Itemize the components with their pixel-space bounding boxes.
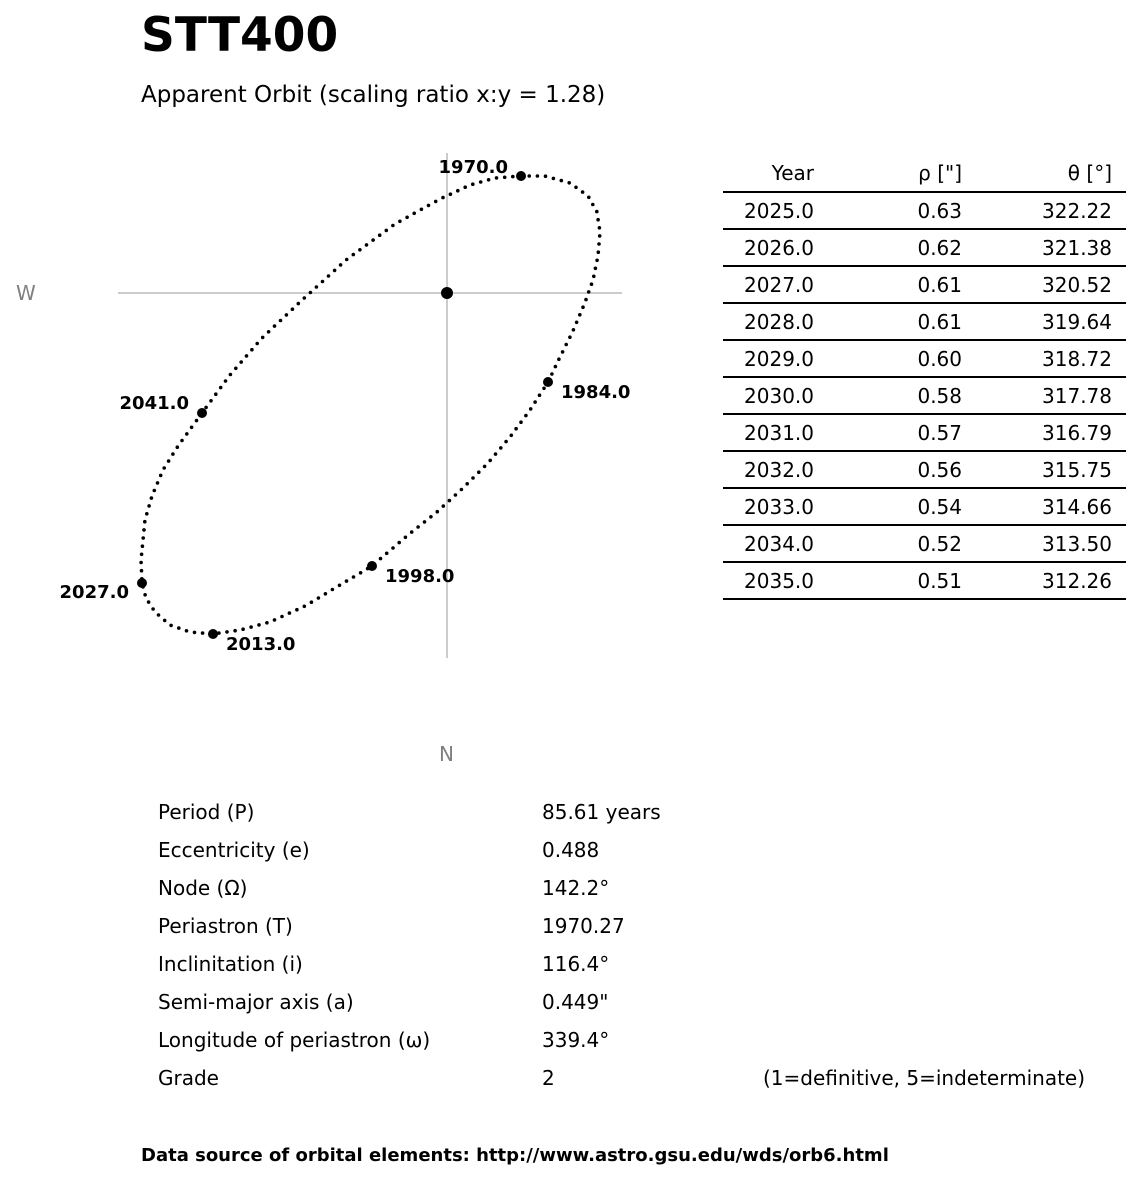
orbit-dot: [595, 259, 599, 263]
orbit-dot: [204, 406, 208, 410]
rho-cell: 0.54: [828, 488, 976, 525]
year-cell: 2033.0: [723, 488, 828, 525]
element-label: Longitude of periastron (ω): [158, 1028, 431, 1052]
element-label: Grade: [158, 1066, 219, 1090]
year-cell: 2029.0: [723, 340, 828, 377]
orbit-dot: [261, 336, 265, 340]
theta-cell: 315.75: [976, 451, 1126, 488]
orbit-dot: [423, 520, 427, 524]
orbit-dot: [295, 608, 299, 612]
orbit-dot: [315, 285, 319, 289]
element-value: 339.4°: [542, 1028, 610, 1052]
orbit-dot: [538, 393, 542, 397]
element-label: Node (Ω): [158, 876, 248, 900]
year-cell: 2025.0: [723, 192, 828, 229]
epoch-label: 1970.0: [438, 157, 508, 178]
element-row-grade: [158, 1059, 1118, 1097]
table-row: [723, 192, 1126, 229]
theta-cell: 321.38: [976, 229, 1126, 266]
orbit-dot: [597, 250, 601, 254]
orbit-dot: [533, 400, 537, 404]
orbit-dot: [339, 263, 343, 267]
orbit-dot: [338, 584, 342, 588]
orbit-dot: [557, 357, 561, 361]
table-row: [723, 562, 1126, 599]
orbit-dot: [273, 324, 277, 328]
orbit-dot: [352, 575, 356, 579]
orbit-dot: [397, 541, 401, 545]
orbit-dot: [477, 470, 481, 474]
orbit-dot: [265, 621, 269, 625]
orbit-dot: [153, 489, 157, 493]
orbit-dot: [385, 552, 389, 556]
orbit-dot: [303, 605, 307, 609]
theta-cell: 317.78: [976, 377, 1126, 414]
orbit-dot: [575, 321, 579, 325]
orbit-dot: [487, 178, 491, 182]
orbit-dot: [145, 512, 149, 516]
orbit-dot: [590, 282, 594, 286]
orbit-dot: [327, 274, 331, 278]
epoch-marker: [137, 578, 147, 588]
orbit-dot: [510, 434, 514, 438]
orbit-dot: [404, 536, 408, 540]
orbit-dot: [572, 328, 576, 332]
orbit-dot: [412, 212, 416, 216]
element-value: 0.449": [542, 990, 609, 1014]
orbit-dot: [591, 203, 595, 207]
orbit-dot: [494, 452, 498, 456]
orbit-dot: [524, 414, 528, 418]
theta-cell: 322.22: [976, 192, 1126, 229]
orbit-dot: [157, 613, 161, 617]
orbit-dot: [139, 561, 143, 565]
orbit-dot: [285, 313, 289, 317]
orbit-dot: [352, 253, 356, 257]
rho-cell: 0.63: [828, 192, 976, 229]
orbit-dot: [561, 350, 565, 354]
orbit-dot: [529, 407, 533, 411]
orbit-dot: [156, 481, 160, 485]
element-row-semi-major-axis: [158, 983, 1118, 1021]
primary-star-marker: [441, 287, 453, 299]
orbit-dot: [250, 348, 254, 352]
theta-cell: 320.52: [976, 266, 1126, 303]
orbit-dot: [195, 419, 199, 423]
element-value: 2: [542, 1066, 555, 1090]
orbit-dot: [233, 629, 237, 633]
epoch-marker: [197, 408, 207, 418]
orbit-dot: [358, 248, 362, 252]
orbit-dot: [454, 493, 458, 497]
orbit-dot: [255, 342, 259, 346]
orbital-elements: [158, 793, 1118, 1097]
orbit-dot: [267, 330, 271, 334]
orbit-dot: [379, 557, 383, 561]
orbit-dot: [511, 175, 515, 179]
element-value: 85.61 years: [542, 800, 661, 824]
orbit-dot: [169, 624, 173, 628]
ephemeris-table: [723, 155, 1126, 600]
orbit-dot: [241, 627, 245, 631]
year-cell: 2034.0: [723, 525, 828, 562]
orbit-dot: [420, 208, 424, 212]
rho-column-header: ρ ["]: [828, 155, 976, 192]
orbit-dot: [234, 367, 238, 371]
orbit-dot: [310, 600, 314, 604]
orbit-dot: [150, 496, 154, 500]
orbit-dot: [140, 569, 144, 573]
orbit-dot: [465, 482, 469, 486]
table-row: [723, 525, 1126, 562]
rho-cell: 0.51: [828, 562, 976, 599]
orbit-dot: [249, 625, 253, 629]
orbit-dot: [436, 510, 440, 514]
orbit-dot: [385, 229, 389, 233]
element-row-node: [158, 869, 1118, 907]
orbit-dot: [568, 335, 572, 339]
table-row: [723, 414, 1126, 451]
epoch-label: 2041.0: [119, 393, 189, 414]
orbit-dot: [544, 174, 548, 178]
orbit-dot: [564, 343, 568, 347]
orbit-dot: [359, 571, 363, 575]
element-label: Periastron (T): [158, 914, 293, 938]
orbit-dot: [542, 387, 546, 391]
rho-cell: 0.58: [828, 377, 976, 414]
orbit-dot: [587, 290, 591, 294]
element-row-inclination: [158, 945, 1118, 983]
orbit-dot: [333, 269, 337, 273]
orbit-dot: [151, 607, 155, 611]
orbit-dot: [398, 220, 402, 224]
page-title: STT400: [141, 8, 339, 63]
table-row: [723, 451, 1126, 488]
year-cell: 2035.0: [723, 562, 828, 599]
orbit-dot: [167, 459, 171, 463]
orbit-dot: [317, 596, 321, 600]
orbit-dot: [180, 439, 184, 443]
orbit-dot: [345, 258, 349, 262]
rho-cell: 0.60: [828, 340, 976, 377]
data-source-footer: Data source of orbital elements: http://www.astro.gsu.edu/wds/orb6.html: [141, 1145, 889, 1166]
epoch-label: 1998.0: [385, 566, 455, 587]
orbit-dot: [190, 426, 194, 430]
orbit-dot: [141, 536, 145, 540]
orbit-dot: [483, 465, 487, 469]
north-axis-label: N: [439, 742, 454, 766]
orbit-dot: [596, 218, 600, 222]
orbit-dot: [449, 192, 453, 196]
element-row-period: [158, 793, 1118, 831]
orbit-dot: [527, 174, 531, 178]
orbit-dot: [567, 181, 571, 185]
theta-cell: 314.66: [976, 488, 1126, 525]
rho-cell: 0.56: [828, 451, 976, 488]
theta-cell: 312.26: [976, 562, 1126, 599]
page-subtitle: Apparent Orbit (scaling ratio x:y = 1.28): [141, 82, 606, 108]
orbit-dot: [550, 372, 554, 376]
epoch-label: 2013.0: [226, 634, 296, 655]
orbit-dot: [536, 174, 540, 178]
orbit-dot: [584, 298, 588, 302]
element-row-periastron: [158, 907, 1118, 945]
element-label: Eccentricity (e): [158, 838, 310, 862]
orbit-dot: [448, 499, 452, 503]
year-cell: 2030.0: [723, 377, 828, 414]
theta-cell: 318.72: [976, 340, 1126, 377]
orbit-dot: [598, 234, 602, 238]
orbit-dot: [171, 452, 175, 456]
orbit-dot: [176, 445, 180, 449]
element-value: 116.4°: [542, 952, 610, 976]
table-row: [723, 488, 1126, 525]
orbit-dot: [405, 216, 409, 220]
orbit-dot: [598, 226, 602, 230]
orbit-dot: [378, 233, 382, 237]
epoch-marker: [208, 629, 218, 639]
theta-cell: 319.64: [976, 303, 1126, 340]
orbit-dot: [273, 618, 277, 622]
orbit-dot: [140, 553, 144, 557]
element-value: 0.488: [542, 838, 600, 862]
orbit-dot: [471, 182, 475, 186]
rho-cell: 0.52: [828, 525, 976, 562]
orbit-dot: [291, 307, 295, 311]
orbit-dot: [460, 488, 464, 492]
orbit-dot: [245, 354, 249, 358]
orbit-dot: [257, 623, 261, 627]
theta-cell: 316.79: [976, 414, 1126, 451]
orbit-dot: [177, 626, 181, 630]
orbit-dot: [371, 238, 375, 242]
element-label: Semi-major axis (a): [158, 990, 354, 1014]
element-value: 142.2°: [542, 876, 610, 900]
orbit-dot: [463, 185, 467, 189]
element-value: 1970.27: [542, 914, 625, 938]
ephemeris-header-row: [723, 155, 1126, 192]
orbit-dot: [162, 466, 166, 470]
epoch-label: 1984.0: [561, 382, 631, 403]
rho-cell: 0.62: [828, 229, 976, 266]
orbit-dot: [391, 224, 395, 228]
orbit-dot: [201, 631, 205, 635]
year-column-header: Year: [723, 155, 828, 192]
epoch-marker: [543, 377, 553, 387]
table-row: [723, 377, 1126, 414]
orbit-dot: [279, 319, 283, 323]
rho-cell: 0.61: [828, 266, 976, 303]
epoch-marker: [516, 171, 526, 181]
orbit-dot: [504, 440, 508, 444]
orbit-dot: [142, 528, 146, 532]
orbit-dot: [280, 615, 284, 619]
orbit-dot: [552, 177, 556, 181]
orbit-dot: [185, 629, 189, 633]
orbit-dot: [288, 611, 292, 615]
orbit-dot: [581, 305, 585, 309]
orbit-dot: [185, 432, 189, 436]
epoch-label: 2027.0: [59, 582, 129, 603]
orbit-dot: [309, 291, 313, 295]
orbit-dot: [594, 267, 598, 271]
orbit-dot: [578, 313, 582, 317]
orbit-dot: [456, 189, 460, 193]
orbit-dot: [193, 631, 197, 635]
orbit-dot: [143, 520, 147, 524]
table-row: [723, 229, 1126, 266]
table-row: [723, 340, 1126, 377]
orbit-dot: [239, 360, 243, 364]
orbit-dot: [519, 420, 523, 424]
orbit-dot: [597, 242, 601, 246]
orbit-dot: [560, 179, 564, 183]
year-cell: 2031.0: [723, 414, 828, 451]
orbit-dot: [391, 546, 395, 550]
epoch-marker: [367, 561, 377, 571]
orbit-dot: [143, 593, 147, 597]
element-row-eccentricity: [158, 831, 1118, 869]
orbit-dot: [219, 386, 223, 390]
orbit-dot: [442, 504, 446, 508]
orbit-dot: [297, 302, 301, 306]
theta-column-header: θ [°]: [976, 155, 1126, 192]
rho-cell: 0.61: [828, 303, 976, 340]
orbit-dot: [303, 296, 307, 300]
orbit-dot: [324, 592, 328, 596]
orbit-dot: [147, 600, 151, 604]
table-row: [723, 266, 1126, 303]
year-cell: 2027.0: [723, 266, 828, 303]
orbit-dot: [488, 459, 492, 463]
element-label: Inclinitation (i): [158, 952, 303, 976]
orbit-dot: [587, 196, 591, 200]
year-cell: 2026.0: [723, 229, 828, 266]
orbit-dot: [479, 180, 483, 184]
rho-cell: 0.57: [828, 414, 976, 451]
orbit-dot: [434, 200, 438, 204]
orbit-dot: [554, 365, 558, 369]
orbit-dot: [224, 379, 228, 383]
orbit-dot: [416, 525, 420, 529]
orbit-dot: [147, 504, 151, 508]
orbit-dot: [514, 427, 518, 431]
orbit-dot: [163, 619, 167, 623]
orbit-dot: [159, 474, 163, 478]
year-cell: 2032.0: [723, 451, 828, 488]
theta-cell: 313.50: [976, 525, 1126, 562]
element-row-longitude-periastron: [158, 1021, 1118, 1059]
grade-note: (1=definitive, 5=indeterminate): [763, 1066, 1086, 1090]
orbit-dot: [365, 243, 369, 247]
table-row: [723, 303, 1126, 340]
orbit-dot: [345, 579, 349, 583]
element-label: Period (P): [158, 800, 255, 824]
orbit-dot: [595, 210, 599, 214]
orbit-dot: [410, 530, 414, 534]
orbit-dot: [141, 544, 145, 548]
year-cell: 2028.0: [723, 303, 828, 340]
orbit-dot: [499, 446, 503, 450]
orbit-dot: [331, 588, 335, 592]
orbit-dot: [214, 392, 218, 396]
orbit-dot: [581, 190, 585, 194]
orbit-dot: [471, 476, 475, 480]
west-axis-label: W: [16, 281, 36, 305]
orbit-dot: [229, 373, 233, 377]
orbit-dot: [209, 399, 213, 403]
orbit-dot: [441, 196, 445, 200]
orbit-dot: [429, 515, 433, 519]
orbit-dot: [321, 280, 325, 284]
orbit-dot: [592, 275, 596, 279]
orbit-dot: [574, 186, 578, 190]
orbit-dot: [427, 204, 431, 208]
